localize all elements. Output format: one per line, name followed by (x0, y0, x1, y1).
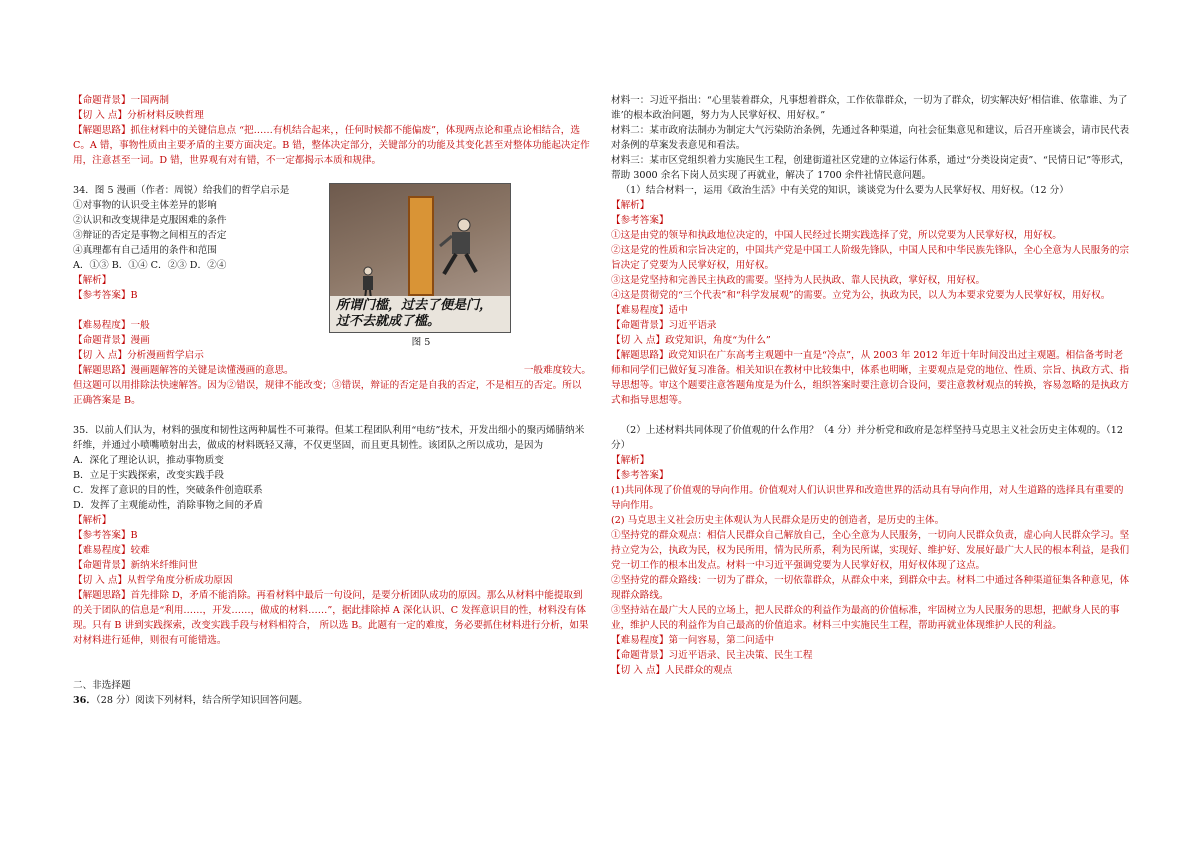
q35-option-d: D．发挥了主观能动性，消除事物之间的矛盾 (73, 500, 263, 511)
q34-difficulty: 【难易程度】一般 (73, 320, 150, 331)
q35-background: 【命题背景】新纳米纤维问世 (73, 560, 198, 571)
q36-2-answer-2: (2) 马克思主义社会历史主体观认为人民群众是历史的创造者，是历史的主体。 (611, 515, 945, 526)
q36-part-1: （1）结合材料一，运用《政治生活》中有关党的知识，谈谈党为什么要为人民掌好权、用好权。（12 分） (620, 185, 1069, 196)
q34-analysis: 【解析】 (73, 275, 112, 286)
q35-stem: 35．以前人们认为，材料的强度和韧性这两种属性不可兼得。但某工程团队利用“电纺”技术，开发出细小的聚丙烯腈纳米纤维，并通过小喷嘴喷射出去，做成的材料既轻又薄，不仅更坚固，而且更具韧性。该团队之所以成功，是因为 (73, 425, 585, 451)
left-column (73, 93, 591, 708)
q36-1-answer-1: ①这是由党的领导和执政地位决定的，中国人民经过长期实践选择了党，所以党要为人民掌好权，用好权。 (611, 230, 1062, 241)
q36-1-answer-4: ④这是贯彻党的“三个代表”和“科学发展观”的需要。立党为公，执政为民，以人为本要求党要为人民掌好权，用好权。 (611, 290, 1111, 301)
q35-option-a: A．深化了理论认识，推动事物质变 (73, 455, 224, 466)
q36-2-answer-3: ①坚持党的群众观点：相信人民群众自己解放自己，全心全意为人民服务，一切向人民群众负责，虚心向人民群众学习。坚持立党为公，执政为民，权为民所用，情为民所系，利为民所谋，实现好、维护好、发展好最广大人民的根本利益，是我们党一切工作的根本出发点。材料一中习近平强调党要为人民掌好权，用好权体现了这点。 (611, 530, 1130, 571)
q34-answer: 【参考答案】B (73, 290, 138, 301)
q35-cut-point: 【切 入 点】从哲学角度分析成功原因 (73, 575, 233, 586)
q36-number: 36． (73, 695, 96, 706)
q36-1-difficulty: 【难易程度】适中 (611, 305, 688, 316)
right-column (611, 93, 1131, 678)
q36-2-cut-point: 【切 入 点】人民群众的观点 (611, 665, 733, 676)
q36-1-answer-label: 【参考答案】 (611, 215, 669, 226)
running-man-icon (438, 218, 478, 278)
section-heading: 二、非选择题 (73, 680, 131, 691)
q34-stem: 34．图 5 漫画（作者：周锐）给我们的哲学启示是 (73, 185, 290, 196)
cartoon-caption-line-2: 过不去就成了槛。 (336, 314, 441, 329)
q36-1-background: 【命题背景】习近平语录 (611, 320, 717, 331)
q35-difficulty: 【难易程度】较难 (73, 545, 150, 556)
q36-2-answer-4: ②坚持党的群众路线：一切为了群众，一切依靠群众，从群众中来，到群众中去。材料二中通过各种渠道征集各种意见，体现群众路线。 (611, 575, 1130, 601)
material-1: 材料一：习近平指出：“心里装着群众，凡事想着群众，工作依靠群众，一切为了群众，切实解决好‘相信谁、依靠谁、为了谁’的根本政治问题，努力为人民掌好权、用好权。” (611, 95, 1128, 121)
q36-2-answer-1: (1)共同体现了价值观的导向作用。价值观对人们认识世界和改造世界的活动具有导向作用，对人生道路的选择具有重要的导向作用。 (611, 485, 1124, 511)
top-cut-point: 【切 入 点】分析材料反映哲理 (73, 110, 204, 121)
q36-2-background: 【命题背景】习近平语录、民主决策、民生工程 (611, 650, 813, 661)
q34-cut-point: 【切 入 点】分析漫画哲学启示 (73, 350, 204, 361)
q35-analysis: 【解析】 (73, 515, 112, 526)
q36-2-difficulty: 【难易程度】第一问容易，第二问适中 (611, 635, 775, 646)
figure-label: 图 5 (411, 337, 431, 348)
q35-option-c: C．发挥了意识的目的性，突破条件创造联系 (73, 485, 263, 496)
q34-option-3: ③辩证的否定是事物之间相互的否定 (73, 230, 227, 241)
small-man-icon (360, 266, 376, 300)
q36-1-analysis: 【解析】 (611, 200, 650, 211)
q34-option-4: ④真理都有自己适用的条件和范围 (73, 245, 217, 256)
q35-option-b: B．立足于实践探索，改变实践手段 (73, 470, 224, 481)
material-2: 材料二：某市政府法制办为制定大气污染防治条例，先通过各种渠道，向社会征集意见和建议，后召开座谈会，请市民代表对条例的草案发表意见和看法。 (611, 125, 1130, 151)
q34-solution-idea-tail: 一般难度较大。 (523, 365, 591, 376)
cartoon-image (329, 183, 511, 333)
q36-1-cut-point: 【切 入 点】政党知识，角度“为什么” (611, 335, 771, 346)
q36-part-2: （2）上述材料共同体现了价值观的什么作用？（4 分）并分析党和政府是怎样坚持马克思主义社会历史主体观的。（12 分） (611, 425, 1123, 451)
q36-1-solution-idea: 【解题思路】政党知识在广东高考主观题中一直是“冷点”，从 2003 年 2012 年近十年时间没出过主观题。相信备考时老师和同学们已做好复习准备。相关知识在教材中比较集中，体系也明晰，主要观点是党的地位、性质、宗旨、执政方式、指导思想等。审这个题要注意答题角度是为什么，组织答案时要注意切合设问，要注意教材观点的转换，容易忽略的是执政方式和指导思想等。 (611, 350, 1130, 406)
q36-2-analysis: 【解析】 (611, 455, 650, 466)
door-frame-icon (408, 196, 434, 296)
top-solution-idea: 【解题思路】抓住材料中的关键信息点 “把……有机结合起来，，任何时候都不能偏废”，体现两点论和重点论相结合，选 C。A 错，事物性质由主要矛盾的主要方面决定。B 错，整体决定部分，关键部分的功能及其变化甚至对整体功能起决定作用，注意甚至一词。D 错，世界观有对有错，不一定都揭示本质和规律。 (73, 125, 590, 166)
q35-answer: 【参考答案】B (73, 530, 138, 541)
q34-background: 【命题背景】漫画 (73, 335, 150, 346)
material-3: 材料三：某市区党组织着力实施民生工程，创建街道社区党建的立体运行体系，通过“分类设岗定责”、“民情日记”等形式，帮助 3000 余名下岗人员实现了再就业，解决了 1700 余件社情民意问题。 (611, 155, 1130, 181)
q36-2-answer-label: 【参考答案】 (611, 470, 669, 481)
q34-choices: A．①③ B．①④ C．②③ D．②④ (73, 260, 227, 271)
q34-solution-idea: 【解题思路】漫画题解答的关键是读懂漫画的意思。 (73, 365, 294, 376)
q34-option-2: ②认识和改变规律是克服困难的条件 (73, 215, 227, 226)
q36-stem (73, 693, 591, 708)
top-background: 【命题背景】一国两制 (73, 95, 169, 106)
q36-1-answer-2: ②这是党的性质和宗旨决定的，中国共产党是中国工人阶级先锋队，中国人民和中华民族先锋队，全心全意为人民服务的宗旨决定了党要为人民掌好权，用好权。 (611, 245, 1130, 271)
q36-text: （28 分）阅读下列材料，结合所学知识回答问题。 (95, 695, 308, 706)
q36-1-answer-3: ③这是党坚持和完善民主执政的需要。坚持为人民执政、靠人民执政，掌好权，用好权。 (611, 275, 986, 286)
q35-solution-idea: 【解题思路】首先排除 D，矛盾不能消除。再看材料中最后一句设问，是要分析团队成功的原因。那么从材料中能提取到的关于团队的信息是“利用……，开发……，做成的材料……”，据此排除掉 A 深化认识、C 发挥意识目的性，材料没有体现。只有 B 讲到实践探索，改变实践手段与材料相符合， 所以选 B。此题有一定的难度，务必要抓住材料进行分析，如果对材料进行延伸，则很有可能错选。 (73, 590, 589, 646)
q36-2-answer-5: ③坚持站在最广大人民的立场上，把人民群众的利益作为最高的价值标准，牢固树立为人民服务的思想，把献身人民的事业，维护人民的利益作为自己最高的价值追求。材料三中实施民生工程，帮助再就业体现维护人民的利益。 (611, 605, 1120, 631)
q34-solution-idea-cont: 但这题可以用排除法快速解答。因为②错误，规律不能改变；③错误，辩证的否定是自我的否定，不是相互的否定。所以正确答案是 B。 (73, 380, 582, 406)
cartoon-caption-line-1: 所谓门槛，过去了便是门， (336, 298, 493, 313)
cartoon-caption (330, 296, 510, 332)
q34-option-1: ①对事物的认识受主体差异的影响 (73, 200, 217, 211)
